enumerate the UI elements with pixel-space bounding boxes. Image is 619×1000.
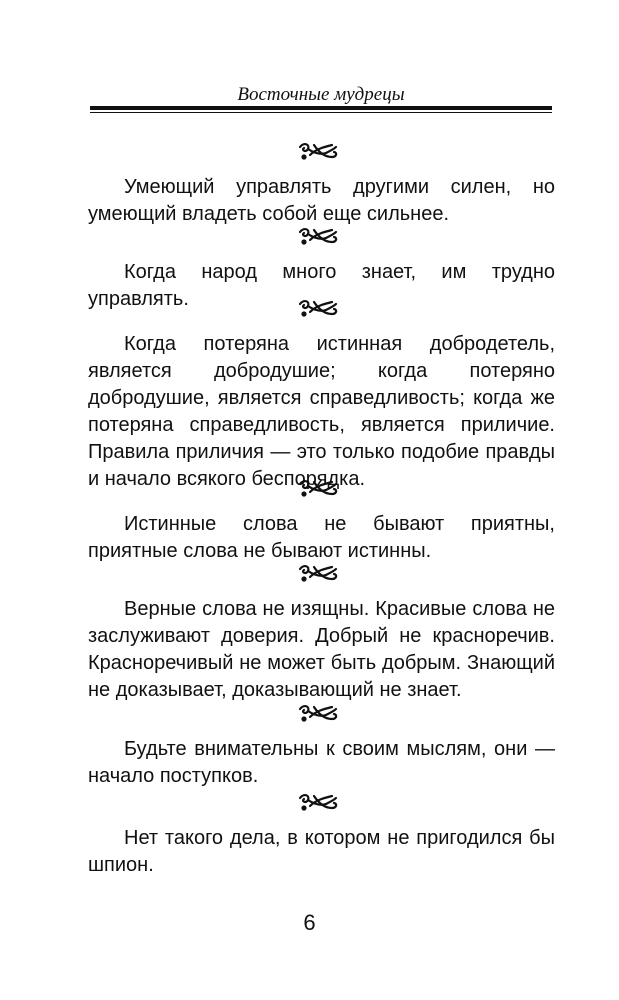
quote-paragraph: Истинные слова не бывают приятны, приятные слова не бывают истинны. (88, 513, 555, 562)
fleuron-ornament-icon (296, 563, 340, 583)
header-rule-thin (90, 112, 552, 113)
running-header: Восточные мудрецы (237, 84, 405, 105)
quote-paragraph: Когда народ много знает, им трудно управлять. (88, 261, 555, 310)
fleuron-ornament-icon (296, 792, 340, 812)
quote-paragraph: Будьте внимательны к своим мыслям, они — начало поступков. (88, 738, 555, 787)
quote-paragraph: Умеющий управлять другими силен, но умеющий владеть собой еще сильнее. (88, 176, 555, 225)
page-number: 6 (303, 910, 316, 935)
fleuron-ornament-icon (296, 226, 340, 246)
fleuron-ornament-icon (296, 141, 340, 161)
header-rule-thick (90, 106, 552, 110)
fleuron-ornament-icon (296, 703, 340, 723)
quote-paragraph: Верные слова не изящны. Красивые слова не заслуживают доверия. Добрый не красноречив. Красноречивый не может быть добрым. Знающий не доказывает, доказывающий не знает. (88, 598, 555, 701)
quote-paragraph: Нет такого дела, в котором не пригодился бы шпион. (88, 827, 555, 876)
quote-paragraph: Когда потеряна истинная добродетель, является добродушие; когда потеряно добродушие, является справедливость; когда же потеряна справедливость, является приличие. Правила приличия — это только подобие правды и начало всякого беспорядка. (88, 333, 555, 490)
